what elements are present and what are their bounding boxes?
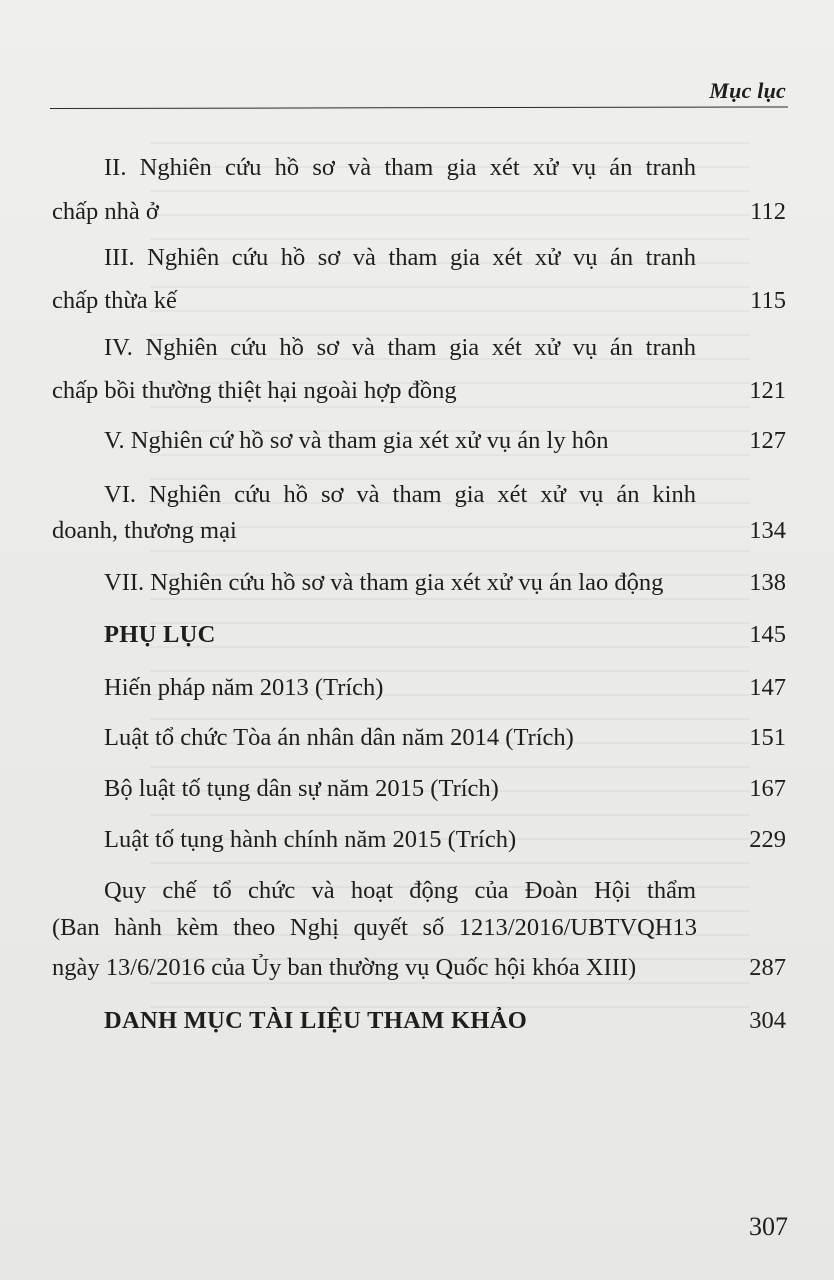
toc-entry-line: II. Nghiên cứu hồ sơ và tham gia xét xử vụ án tranh bbox=[104, 154, 696, 181]
toc-entry-line: V. Nghiên cứ hồ sơ và tham gia xét xử vụ án ly hôn bbox=[104, 427, 609, 454]
toc-entry-line: IV. Nghiên cứu hồ sơ và tham gia xét xử vụ án tranh bbox=[104, 334, 696, 361]
toc-entry-line: VII. Nghiên cứu hồ sơ và tham gia xét xử vụ án lao động bbox=[104, 569, 664, 596]
toc-page-number: 229 bbox=[749, 826, 786, 853]
toc-page-number: 138 bbox=[749, 569, 786, 596]
toc-entry-line: doanh, thương mại bbox=[52, 517, 237, 544]
toc-entry-line: VI. Nghiên cứu hồ sơ và tham gia xét xử vụ án kinh bbox=[104, 481, 696, 508]
toc-page-number: 115 bbox=[750, 287, 786, 314]
toc-entry-line: Hiến pháp năm 2013 (Trích) bbox=[104, 674, 384, 701]
toc-page-number: 151 bbox=[749, 724, 786, 751]
toc-entry-line: III. Nghiên cứu hồ sơ và tham gia xét xử vụ án tranh bbox=[104, 244, 696, 271]
toc-page-number: 147 bbox=[749, 674, 786, 701]
page-number: 307 bbox=[749, 1212, 788, 1241]
toc-page-number: 304 bbox=[749, 1007, 786, 1034]
toc-entry-line: chấp nhà ở bbox=[52, 198, 159, 225]
toc-entry-line: Bộ luật tố tụng dân sự năm 2015 (Trích) bbox=[104, 775, 499, 802]
toc-entry-line: Luật tố tụng hành chính năm 2015 (Trích) bbox=[104, 826, 517, 853]
toc-entry-line: ngày 13/6/2016 của Ủy ban thường vụ Quốc hội khóa XIII) bbox=[52, 954, 637, 981]
toc-entry-line: chấp thừa kế bbox=[52, 287, 177, 314]
running-header-title: Mục lục bbox=[709, 78, 786, 103]
toc-page-number: 134 bbox=[749, 517, 786, 544]
toc-page-number: 127 bbox=[749, 427, 786, 454]
toc-section-heading: PHỤ LỤC bbox=[104, 621, 216, 648]
toc-page-number: 121 bbox=[749, 377, 786, 404]
toc-page-number: 287 bbox=[749, 954, 786, 981]
toc-entry-line: chấp bồi thường thiệt hại ngoài hợp đồng bbox=[52, 377, 457, 404]
toc-page-number: 167 bbox=[749, 775, 786, 802]
toc-page-number: 145 bbox=[749, 621, 786, 648]
toc-page-number: 112 bbox=[750, 198, 786, 225]
toc-entry-line: Luật tổ chức Tòa án nhân dân năm 2014 (Trích) bbox=[104, 724, 574, 751]
toc-entry-line: (Ban hành kèm theo Nghị quyết số 1213/2016/UBTVQH13 bbox=[52, 914, 697, 941]
toc-section-heading: DANH MỤC TÀI LIỆU THAM KHẢO bbox=[104, 1007, 528, 1034]
toc-entry-line: Quy chế tổ chức và hoạt động của Đoàn Hội thẩm bbox=[104, 877, 696, 904]
